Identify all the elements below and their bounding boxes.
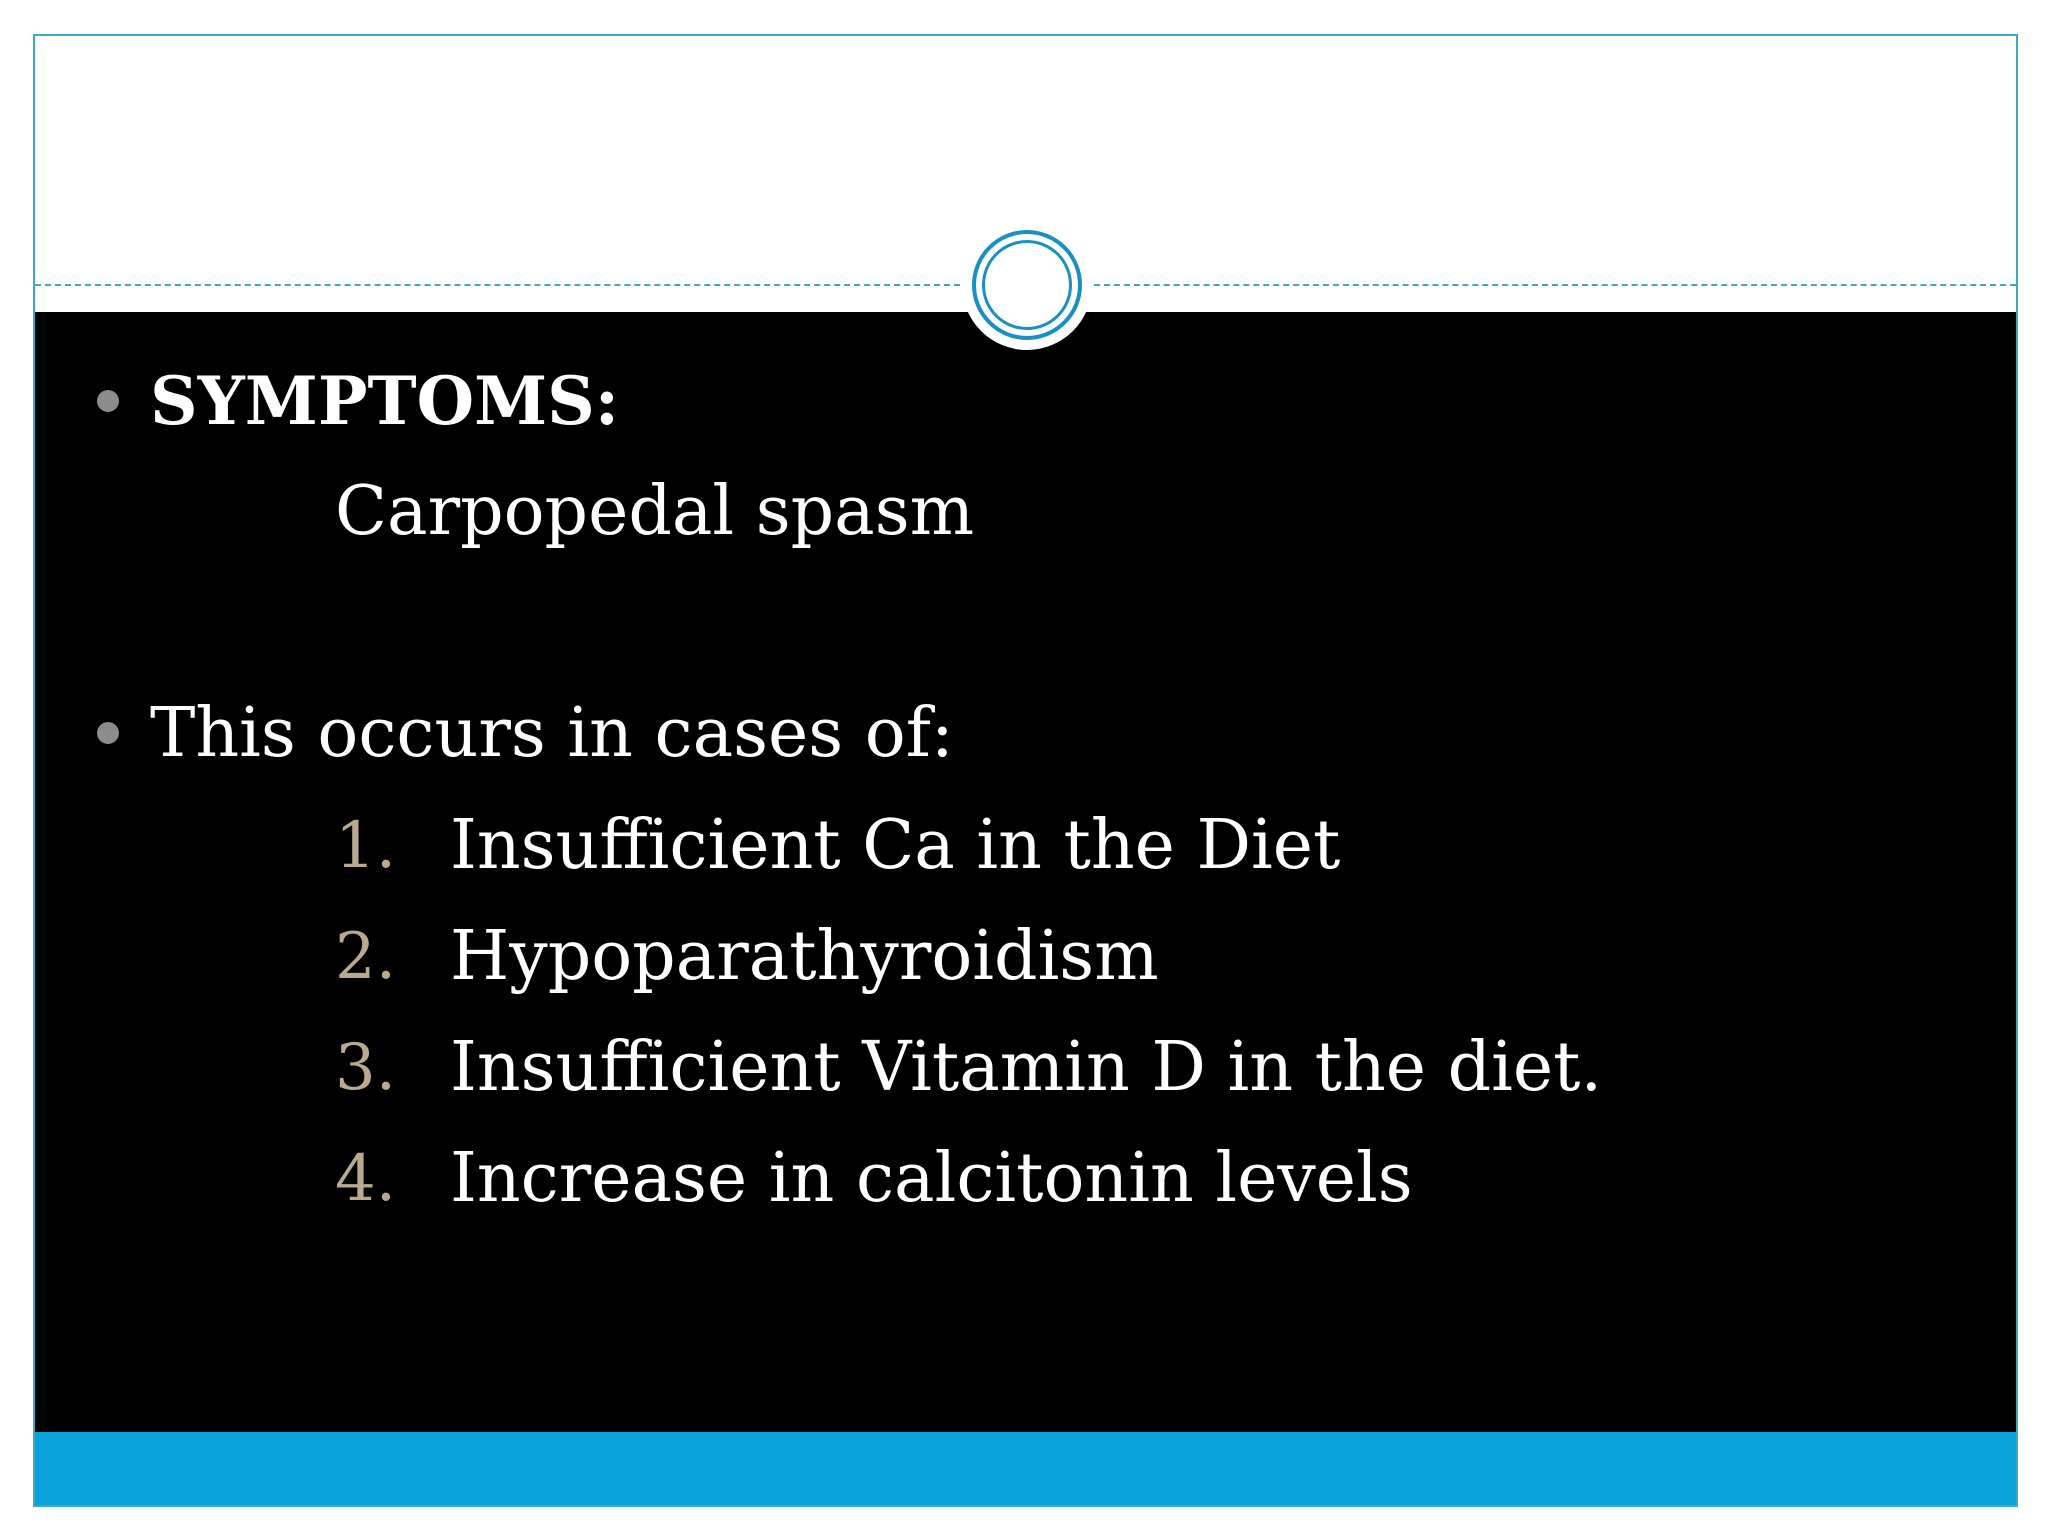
list-item: Hypoparathyroidism (450, 917, 1159, 996)
bullet-dot-icon (97, 722, 119, 744)
list-number: 2. (335, 920, 397, 994)
causes-intro: This occurs in cases of: (150, 694, 954, 773)
list-item: Increase in calcitonin levels (450, 1139, 1413, 1218)
list-item: Insufficient Ca in the Diet (450, 806, 1341, 885)
list-item: Insufficient Vitamin D in the diet. (450, 1028, 1603, 1107)
symptoms-heading: SYMPTOMS: (150, 362, 620, 440)
list-number: 1. (335, 809, 397, 883)
medallion-inner-ring (982, 240, 1072, 330)
bullet-dot-icon (97, 390, 119, 412)
symptom-detail: Carpopedal spasm (335, 472, 975, 551)
list-number: 3. (335, 1031, 397, 1105)
list-number: 4. (335, 1142, 397, 1216)
